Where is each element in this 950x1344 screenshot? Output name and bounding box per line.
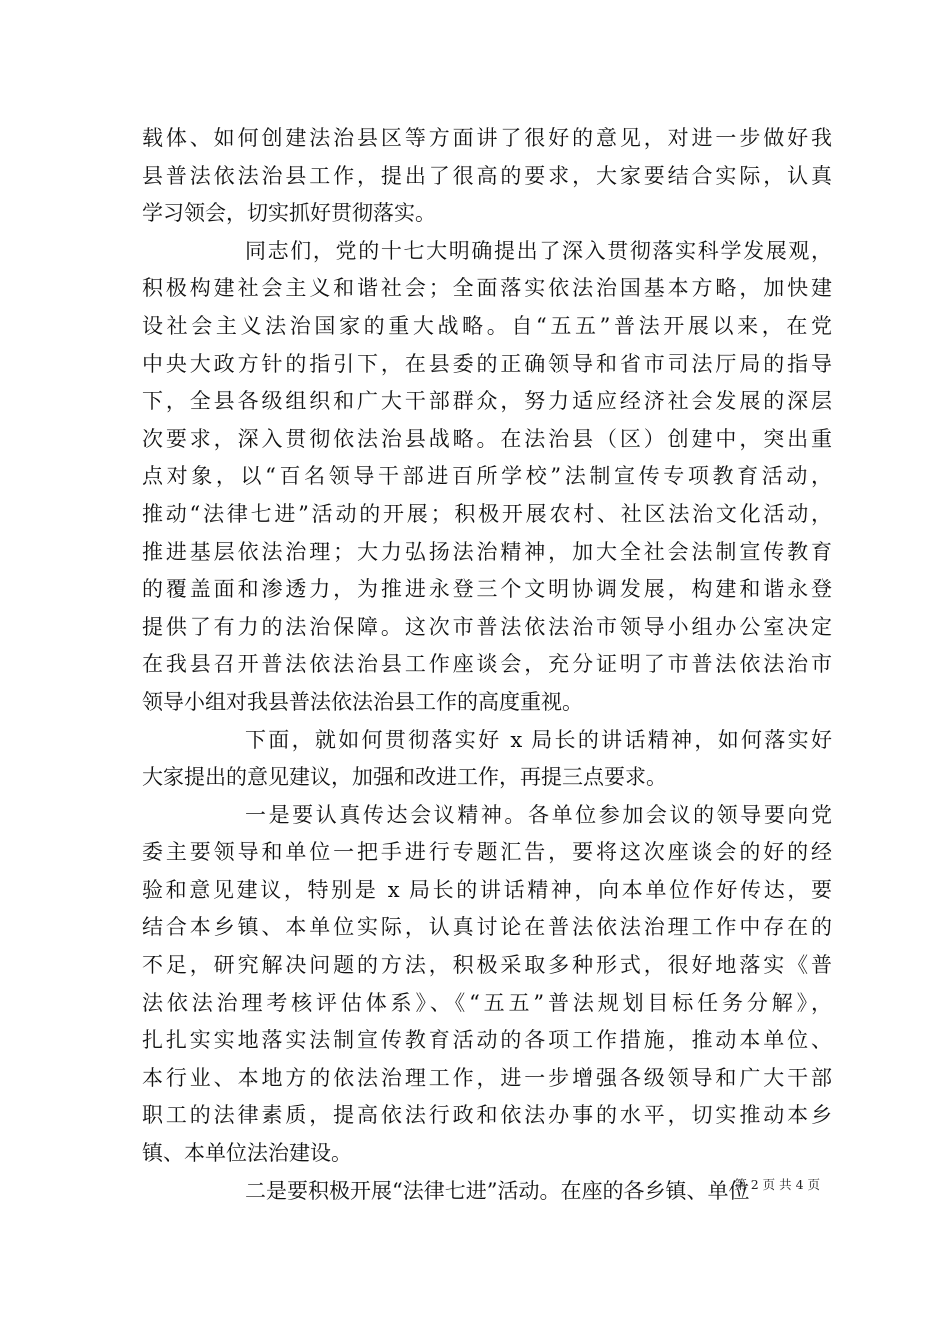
text-line: 职工的法律素质，提高依法行政和依法办事的水平，切实推动本乡 — [142, 1103, 832, 1128]
text-line: 镇、本单位法治建设。 — [142, 1141, 352, 1166]
text-line: 结合本乡镇、本单位实际，认真讨论在普法依法治理工作中存在的 — [142, 915, 832, 940]
text-line: 次要求，深入贯彻依法治县战略。在法治县（区）创建中，突出重 — [142, 426, 832, 451]
text-line: 载体、如何创建法治县区等方面讲了很好的意见，对进一步做好我 — [142, 126, 832, 150]
paragraph-start-line: 同志们，党的十七大明确提出了深入贯彻落实科学发展观， — [245, 238, 832, 263]
text-line: 领导小组对我县普法依法治县工作的高度重视。 — [142, 689, 583, 714]
text-line: 法依法治理考核评估体系》、《“五五”普法规划目标任务分解》， — [142, 990, 832, 1015]
text-line: 提供了有力的法治保障。这次市普法依法治市领导小组办公室决定 — [142, 614, 832, 639]
text-line: 县普法依法治县工作，提出了很高的要求，大家要结合实际，认真 — [142, 163, 832, 188]
text-line: 验和意见建议，特别是 x 局长的讲话精神，向本单位作好传达，要 — [142, 877, 832, 902]
body-text — [142, 120, 832, 1210]
text-line: 设社会主义法治国家的重大战略。自“五五”普法开展以来，在党 — [142, 313, 832, 338]
text-line: 不足，研究解决问题的方法，积极采取多种形式，很好地落实《普 — [142, 953, 832, 978]
text-line: 推进基层依法治理；大力弘扬法治精神，加大全社会法制宣传教育 — [142, 539, 832, 564]
text-line: 下，全县各级组织和广大干部群众，努力适应经济社会发展的深层 — [142, 389, 832, 414]
text-line: 推动“法律七进”活动的开展；积极开展农村、社区法治文化活动， — [142, 501, 832, 526]
paragraph-start-line: 下面，就如何贯彻落实好 x 局长的讲话精神，如何落实好 — [245, 727, 832, 752]
text-line: 在我县召开普法依法治县工作座谈会，充分证明了市普法依法治市 — [142, 652, 832, 677]
text-line: 中央大政方针的指引下，在县委的正确领导和省市司法厅局的指导 — [142, 351, 832, 376]
text-line: 学习领会，切实抓好贯彻落实。 — [142, 201, 436, 226]
paragraph-start-line: 二是要积极开展“法律七进”活动。在座的各乡镇、单位 — [245, 1178, 750, 1203]
text-line: 的覆盖面和渗透力，为推进永登三个文明协调发展，构建和谐永登 — [142, 577, 832, 602]
text-line: 点对象，以“百名领导干部进百所学校”法制宣传专项教育活动， — [142, 464, 832, 489]
paragraph-start-line: 一是要认真传达会议精神。各单位参加会议的领导要向党 — [245, 802, 832, 827]
page-number-footer: 第 2 页 共 4 页 — [734, 1177, 820, 1192]
text-line: 扎扎实实地落实法制宣传教育活动的各项工作措施，推动本单位、 — [142, 1028, 832, 1053]
text-line: 大家提出的意见建议，加强和改进工作，再提三点要求。 — [142, 765, 667, 790]
text-line: 本行业、本地方的依法治理工作，进一步增强各级领导和广大干部 — [142, 1065, 832, 1090]
text-line: 委主要领导和单位一把手进行专题汇告，要将这次座谈会的好的经 — [142, 840, 832, 865]
text-line: 积极构建社会主义和谐社会；全面落实依法治国基本方略，加快建 — [142, 276, 832, 301]
